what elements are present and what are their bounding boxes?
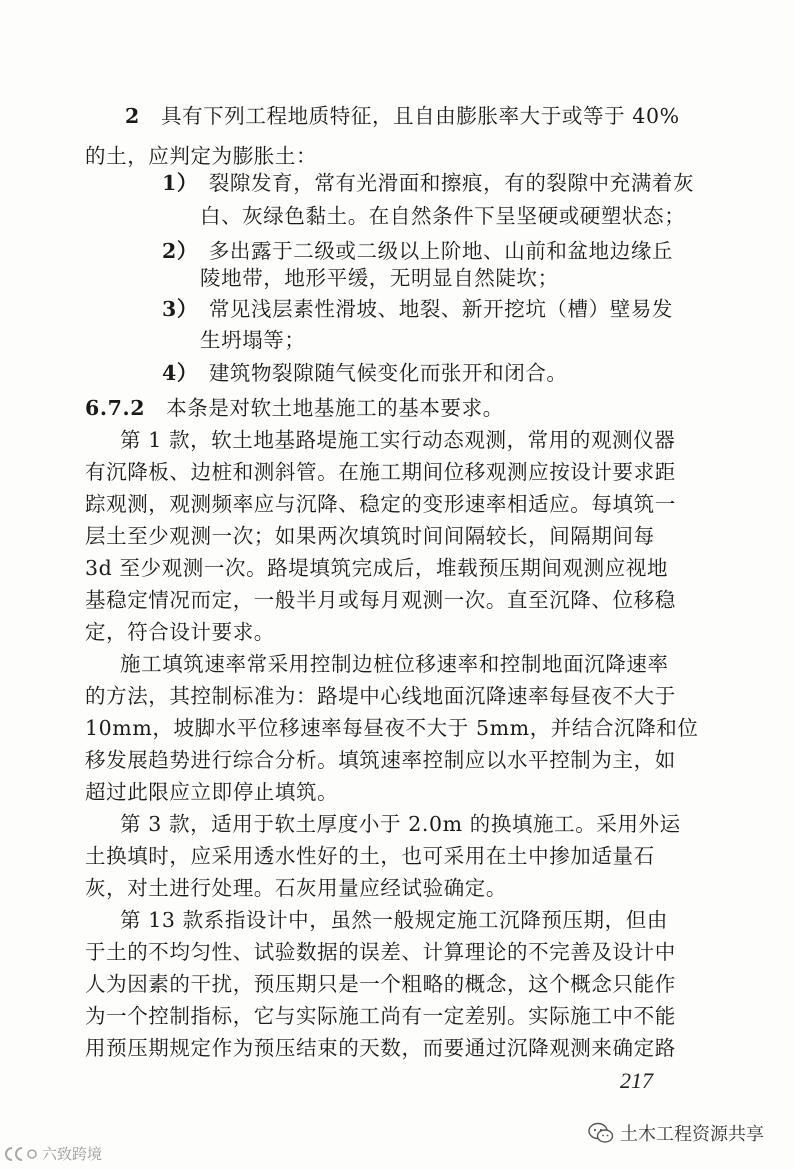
text-line: 移发展趋势进行综合分析。填筑速率控制应以水平控制为主，如 xyxy=(85,748,676,772)
paragraph-start: 施工填筑速率常采用控制边桩位移速率和控制地面沉降速率 xyxy=(120,652,669,676)
section-heading: 6.7.2 本条是对软土地基施工的基本要求。 xyxy=(85,396,504,420)
item-number: 1） xyxy=(162,171,198,195)
list-item: 4） 建筑物裂隙随气候变化而张开和闭合。 xyxy=(162,361,568,385)
text-line: 基稳定情况而定，一般半月或每月观测一次。直至沉降、位移稳 xyxy=(85,588,676,612)
watermark-app xyxy=(4,1143,102,1164)
clause-number: 2 xyxy=(125,104,140,128)
paragraph-start: 第 3 款，适用于软土厚度小于 2.0m 的换填施工。采用外运 xyxy=(120,812,681,836)
text-line: 土换填时，应采用透水性好的土，也可采用在土中掺加适量石 xyxy=(85,844,655,868)
text-line: 定，符合设计要求。 xyxy=(85,620,275,644)
text-line: 人为因素的干扰，预压期只是一个粗略的概念，这个概念只能作 xyxy=(85,972,676,996)
text-line: 有沉降板、边桩和测斜管。在施工期间位移观测应按设计要求距 xyxy=(85,460,676,484)
watermark-source xyxy=(588,1120,764,1146)
text-line: 2 具有下列工程地质特征，且自由膨胀率大于或等于 40% xyxy=(125,104,680,128)
list-item: 3） 常见浅层素性滑坡、地裂、新开挖坑（槽）壁易发 xyxy=(162,297,674,321)
text-line: 白、灰绿色黏土。在自然条件下呈坚硬或硬塑状态； xyxy=(200,204,686,228)
text-line: 的土，应判定为膨胀土： xyxy=(85,144,318,168)
item-number: 3） xyxy=(162,297,198,321)
section-number: 6.7.2 xyxy=(85,396,146,420)
text-line: 用预压期规定作为预压结束的天数，而要通过沉降观测来确定路 xyxy=(85,1036,676,1060)
text-line: 为一个控制指标，它与实际施工尚有一定差别。实际施工中不能 xyxy=(85,1004,676,1028)
text-line: 陵地带，地形平缓，无明显自然陡坎； xyxy=(200,266,559,290)
text-line: 踪观测，观测频率应与沉降、稳定的变形速率相适应。每填筑一 xyxy=(85,492,676,516)
list-item: 2） 多出露于二级或二级以上阶地、山前和盆地边缘丘 xyxy=(162,239,674,263)
text-line: 生坍塌等； xyxy=(200,328,306,352)
wechat-icon xyxy=(588,1122,614,1144)
paragraph-start: 第 13 款系指设计中，虽然一般规定施工沉降预压期，但由 xyxy=(120,908,668,932)
page-number: 217 xyxy=(620,1068,653,1093)
text-line: 3d 至少观测一次。路堤填筑完成后，堆载预压期间观测应视地 xyxy=(85,556,669,580)
item-number: 4） xyxy=(162,361,198,385)
watermark-text: 六致跨境 xyxy=(42,1145,103,1163)
text-line: 的方法，其控制标准为：路堤中心线地面沉降速率每昼夜不大于 xyxy=(85,684,676,708)
item-number: 2） xyxy=(162,239,198,263)
paragraph-start: 第 1 款，软土地基路堤施工实行动态观测，常用的观测仪器 xyxy=(120,428,676,452)
list-item: 1） 裂隙发育，常有光滑面和擦痕，有的裂隙中充满着灰 xyxy=(162,171,695,195)
text-line: 灰，对土进行处理。石灰用量应经试验确定。 xyxy=(85,876,507,900)
watermark-text: 土木工程资源共享 xyxy=(620,1124,764,1145)
text-line: 超过此限应立即停止填筑。 xyxy=(85,780,339,804)
text-line: 于土的不均匀性、试验数据的误差、计算理论的不完善及设计中 xyxy=(85,940,676,964)
cc-logo-icon xyxy=(4,1145,38,1163)
text-line: 层土至少观测一次；如果两次填筑时间间隔较长，间隔期间每 xyxy=(85,524,655,548)
text-line: 10mm，坡脚水平位移速率每昼夜不大于 5mm，并结合沉降和位 xyxy=(85,716,699,740)
